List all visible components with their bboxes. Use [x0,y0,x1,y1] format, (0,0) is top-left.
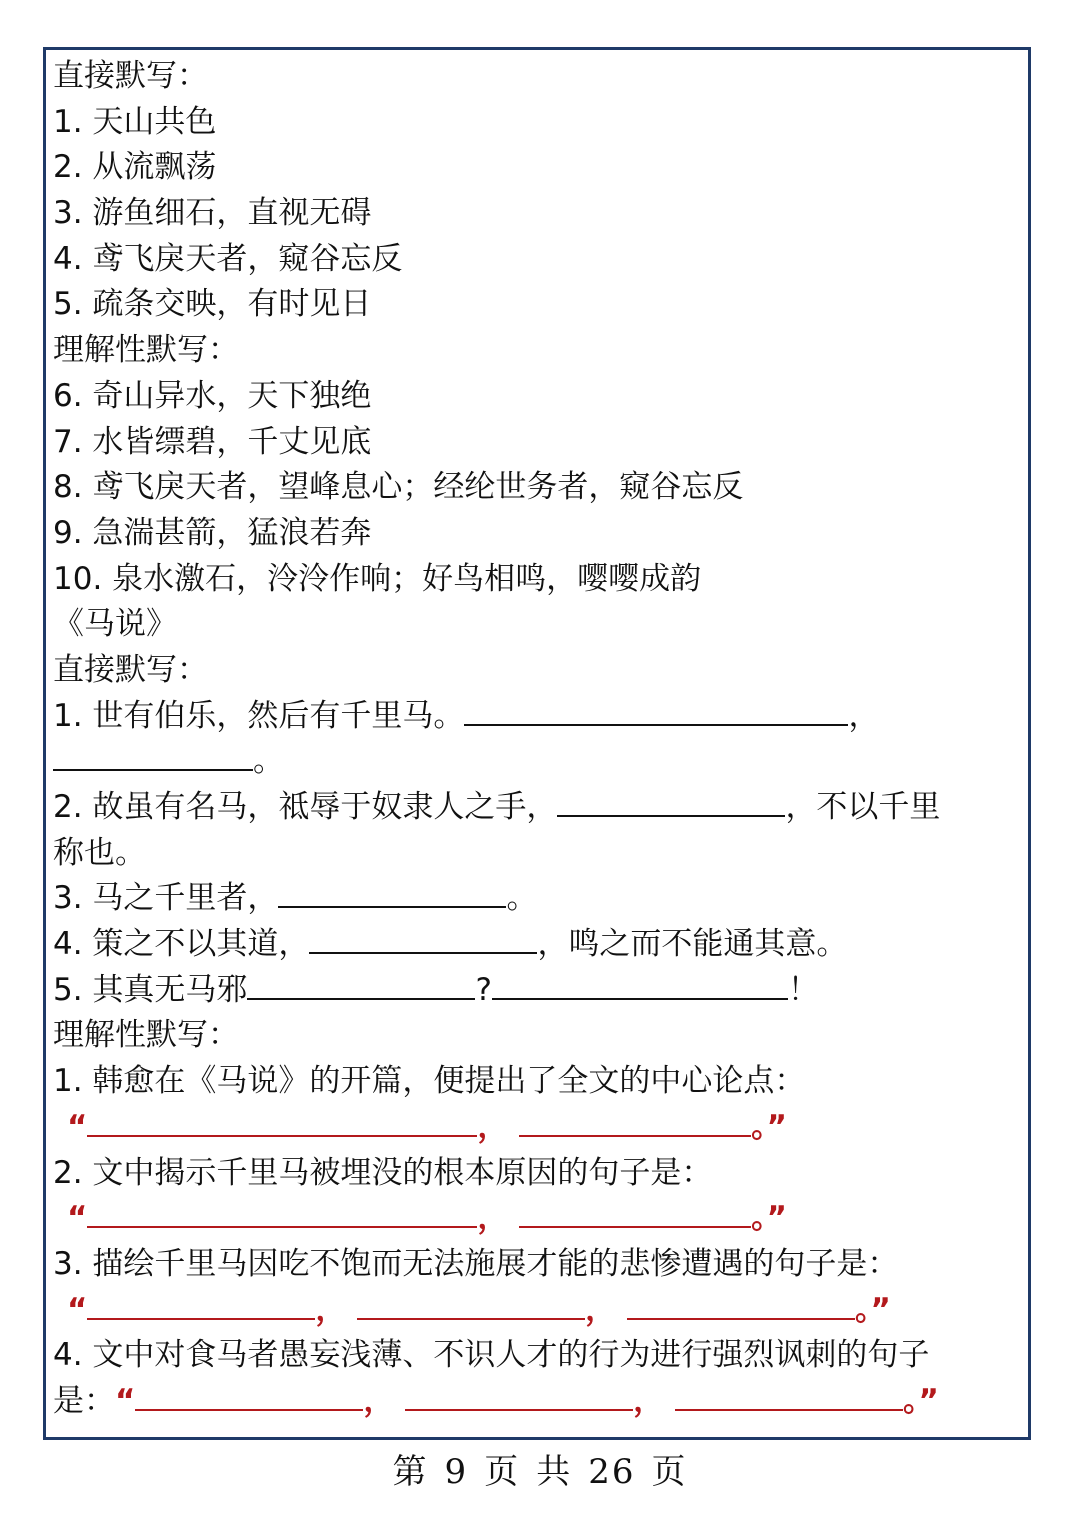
question-4: 4. 策之不以其道， ，鸣之而不能通其意。 [53,922,1028,968]
answer-line: 1. 天山共色 [53,103,217,140]
page-footer: 第 9 页 共 26 页 [392,1452,688,1492]
section-heading: 理解性默写： [53,1017,239,1054]
blank[interactable] [557,785,785,817]
blank[interactable] [87,1105,477,1137]
answer-blanks-u2: “ ， 。” [53,1196,1028,1242]
blank[interactable] [87,1196,477,1228]
blank[interactable] [675,1379,903,1411]
answer-line: 2. 从流飘荡 [53,149,217,186]
blank[interactable] [519,1105,751,1137]
content [53,54,1028,1425]
page-number: 9 [444,1452,469,1492]
question-u4-cont: 是：“ ， ， 。” [53,1379,1028,1425]
question-u2: 2. 文中揭示千里马被埋没的根本原因的句子是： [53,1154,713,1191]
question-2-cont: 称也。 [53,834,146,871]
question-5: 5. 其真无马邪 ? ！ [53,968,1028,1014]
answer-line: 3. 游鱼细石，直视无碍 [53,195,372,232]
blank[interactable] [309,922,537,954]
blank[interactable] [492,968,788,1000]
section-heading: 理解性默写： [53,332,239,369]
total-pages: 26 [588,1452,636,1492]
blank[interactable] [405,1379,633,1411]
blank[interactable] [53,739,253,771]
blank[interactable] [247,968,475,1000]
answer-blanks-u1: “ ， 。” [53,1105,1028,1151]
section-heading: 直接默写： [53,58,208,94]
answer-line: 8. 鸢飞戾天者，望峰息心；经纶世务者，窥谷忘反 [53,469,744,506]
blank[interactable] [87,1288,315,1320]
question-2: 2. 故虽有名马，祗辱于奴隶人之手， ，不以千里 [53,785,1028,831]
answer-line: 10. 泉水激石，泠泠作响；好鸟相鸣，嘤嘤成韵 [53,560,702,597]
answer-line: 4. 鸢飞戾天者，窥谷忘反 [53,240,403,277]
blank[interactable] [519,1196,751,1228]
blank[interactable] [135,1379,363,1411]
question-u4: 4. 文中对食马者愚妄浅薄、不识人才的行为进行强烈讽刺的句子 [53,1337,930,1374]
question-u3: 3. 描绘千里马因吃不饱而无法施展才能的悲惨遭遇的句子是： [53,1245,899,1282]
text-title: 《马说》 [53,606,177,643]
answer-line: 6. 奇山异水，天下独绝 [53,377,372,414]
question-1-cont: 。 [53,739,1028,785]
answer-line: 5. 疏条交映，有时见日 [53,286,372,323]
answer-line: 7. 水皆缥碧，千丈见底 [53,423,372,460]
question-u1: 1. 韩愈在《马说》的开篇，便提出了全文的中心论点： [53,1063,806,1100]
section-heading: 直接默写： [53,651,208,688]
answer-blanks-u3: “ ， ， 。” [53,1288,1028,1334]
question-1: 1. 世有伯乐，然后有千里马。 ， [53,694,1028,740]
answer-blanks-u4: “ ， ， 。” [115,1383,939,1419]
question-3: 3. 马之千里者， 。 [53,876,1028,922]
blank[interactable] [627,1288,855,1320]
blank[interactable] [357,1288,585,1320]
blank[interactable] [464,694,848,726]
answer-line: 9. 急湍甚箭，猛浪若奔 [53,514,372,551]
blank[interactable] [278,876,506,908]
